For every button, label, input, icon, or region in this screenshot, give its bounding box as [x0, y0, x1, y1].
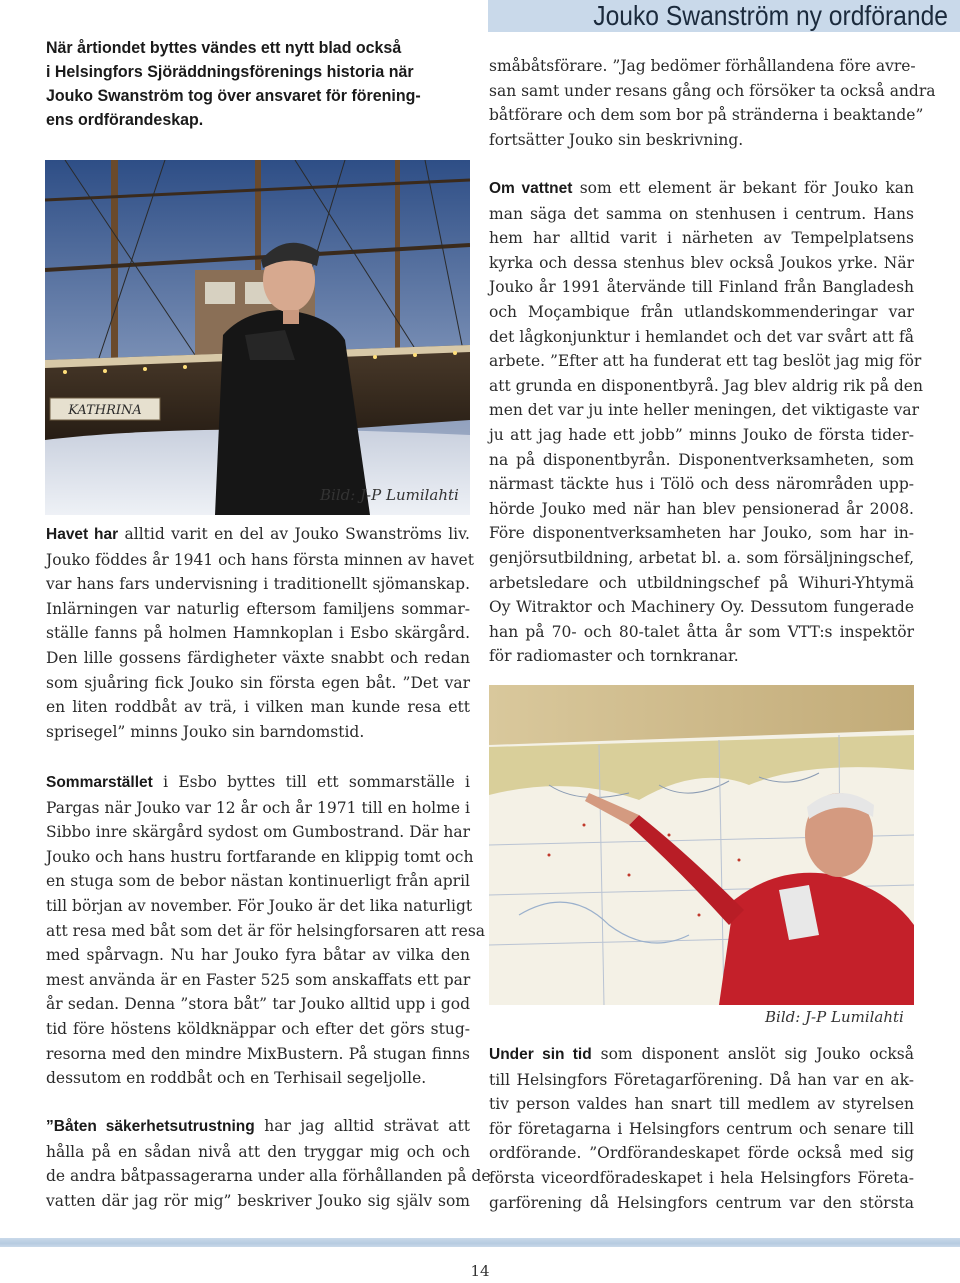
text-line: tiv person valdes han snart till medlem av styrelsen [489, 1095, 914, 1114]
text-line: Oy Witraktor och Machinery Oy. Dessutom fungerade [489, 598, 914, 617]
text-line: man säga det samma on stenhusen i centrum. Hans [489, 204, 914, 223]
text-line: na på disponentbyrån. Disponentverksamheten, som [489, 450, 914, 469]
lead-in: Under sin tid [489, 1046, 592, 1063]
text-line: arbetsledare och utbildningschef på Wihuri-Yhtymä [489, 573, 914, 592]
text-line: arbete. ”Efter att ha funderat ett tag beslöt jag mig för [489, 352, 922, 371]
text-line: närmast täckte hus i Tölö och dess närområden upp- [489, 475, 914, 494]
text-line: att resa med båt som det är för helsingforsaren att resa [46, 921, 486, 940]
text-line: sprisegel” minns Jouko sin barndomstid. [46, 722, 365, 741]
text-line: fortsätter Jouko sin beskrivning. [489, 130, 744, 149]
intro-line: Jouko Swanström tog över ansvaret för förening- [46, 86, 421, 105]
text-line: Före disponentverksamheten har Jouko, som har in- [489, 524, 914, 543]
text-line: år sedan. Denna ”stora båt” tar Jouko alltid upp i god [46, 995, 470, 1014]
text-line: Jouko år 1991 återvände till Finland från Bangladesh [489, 278, 914, 297]
text-line: Jouko och hans hustru fortfarande en klippig tomt och [46, 847, 474, 866]
text-line: Inlärningen var naturlig eftersom familjens sommar- [46, 599, 470, 618]
text-line: hålla på en sådan nivå att den tryggar mig och och [46, 1142, 470, 1161]
text-line [46, 522, 470, 548]
text-line: tid före höstens köldknäppar och efter det görs stug- [46, 1019, 470, 1038]
text-span: i Esbo byttes till ett sommarställe i [152, 773, 470, 791]
text-line: ställe fanns på holmen Hamnkoplan i Esbo skärgård. [46, 624, 470, 643]
text-line: dessutom en roddbåt och en Terhisail segeljolle. [46, 1069, 427, 1088]
text-line: garförening då Helsingfors centrum var den största [489, 1193, 914, 1212]
page-number: 14 [470, 1262, 490, 1280]
left-paragraph-3 [46, 1114, 491, 1213]
text-line: mest använda är en Faster 525 som anskaffats ett par [46, 970, 471, 989]
photo1-caption: Bild: J-P Lumilahti [320, 486, 459, 504]
text-line: Sibbo inre skärgård sydost om Gumbostrand. Där har [46, 823, 470, 842]
text-line: Pargas när Jouko var 12 år och år 1971 till en holme i [46, 798, 470, 817]
text-line: hörde Jouko med när han blev pensionerad år 2008. [489, 499, 914, 518]
lead-in: Havet har [46, 526, 119, 543]
right-paragraph-1 [489, 176, 923, 669]
text-line: med spårvagn. Nu har Jouko fyra båtar av vilka den [46, 946, 470, 965]
text-line: att grunda en disponentbyrå. Jag blev aldrig rik på den [489, 376, 923, 395]
photo-man-at-ship [45, 160, 470, 515]
text-span: har jag alltid strävat att [254, 1117, 470, 1135]
footer-band [0, 1238, 960, 1247]
text-line: för företagarna i Helsingfors centrum och senare till [489, 1119, 914, 1138]
text-span: alltid varit en del av Jouko Swanströms liv. [118, 525, 470, 543]
text-line: men det var ju inte heller meningen, det viktigaste var [489, 401, 920, 420]
text-line: ju att jag hade ett jobb” minns Jouko de första tider- [489, 425, 914, 444]
text-line: ordförande. ”Ordförandeskapet förde också med sig [489, 1144, 914, 1163]
text-line [489, 176, 914, 202]
text-line [489, 1042, 914, 1068]
page-title: Jouko Swanström ny ordförande [593, 0, 948, 31]
text-line: en stuga som de bebor nästan kontinuerligt från april [46, 872, 470, 891]
lead-in: Sommarstället [46, 774, 153, 791]
lead-in: Om vattnet [489, 180, 573, 197]
text-line: han på 70- och 80-talet åtta år som VTT:s inspektör [489, 622, 914, 641]
text-line: de andra båtpassagerarna under alla förhållanden på de [46, 1167, 491, 1186]
lead-in: ”Båten säkerhetsutrustning [46, 1118, 255, 1135]
text-line: och Moçambique från utlandskommenderingar var [489, 302, 914, 321]
text-line: resorna med den mindre MixBustern. På stugan finns [46, 1044, 470, 1063]
intro-line: ens ordförandeskap. [46, 110, 204, 129]
left-paragraph-1 [46, 522, 474, 744]
text-line: san samt under resans gång och försöker ta också andra [489, 81, 936, 100]
text-line: Den lille gossens färdigheter växte snabbt och redan [46, 648, 470, 667]
photo-man-pointing-map [489, 685, 914, 1005]
text-line [46, 1114, 470, 1140]
text-line: hem har alltid varit i närheten av Tempelplatsens [489, 229, 914, 248]
text-line: var hans fars undervisning i traditionellt sjömanskap. [46, 575, 470, 594]
photo-ship-illustration [45, 160, 470, 515]
text-line: vatten där jag rör mig” beskriver Jouko sig själv som [46, 1191, 470, 1210]
boat-nameboard: KATHRINA [68, 403, 142, 418]
text-line [46, 770, 470, 796]
text-line: Jouko föddes år 1941 och hans första minnen av havet [46, 550, 474, 569]
text-line: kyrka och dessa stenhus blev också Joukos yrke. När [489, 253, 914, 272]
intro-text [46, 36, 471, 132]
text-line: småbåtsförare. ”Jag bedömer förhållandena före avre- [489, 57, 916, 75]
title-band [488, 0, 960, 32]
text-line: till Helsingfors Företagarförening. Då han var en ak- [489, 1070, 914, 1089]
text-line: en liten roddbåt av trä, i vilken man kunde resa ett [46, 698, 470, 717]
text-span: som disponent anslöt sig Jouko också [591, 1045, 914, 1063]
photo2-caption: Bild: J-P Lumilahti [765, 1008, 904, 1026]
text-span: som ett element är bekant för Jouko kan [572, 179, 914, 197]
text-line: för radiomaster och tornkranar. [489, 647, 739, 666]
text-line: till början av november. För Jouko är det lika naturligt [46, 896, 473, 915]
intro-line: i Helsingfors Sjöräddningsförenings historia när [46, 62, 414, 81]
intro-line: När årtiondet byttes vändes ett nytt blad också [46, 38, 402, 57]
photo-map-illustration [489, 685, 914, 1005]
text-line: som sjuåring fick Jouko sin första egen båt. ”Det var [46, 673, 470, 692]
text-line: genjörsutbildning, arbetat bl. a. som försäljningschef, [489, 548, 914, 567]
text-line: första viceordföradeskapet i hela Helsingfors Företa- [489, 1168, 914, 1187]
right-paragraph-0 [489, 54, 936, 152]
text-line: det lågkonjunktur i hemlandet och det var svårt att få [489, 327, 914, 346]
left-paragraph-2 [46, 770, 486, 1091]
text-line: båtförare och dem som bor på stränderna i beaktande” [489, 106, 924, 125]
right-paragraph-2 [489, 1042, 914, 1215]
